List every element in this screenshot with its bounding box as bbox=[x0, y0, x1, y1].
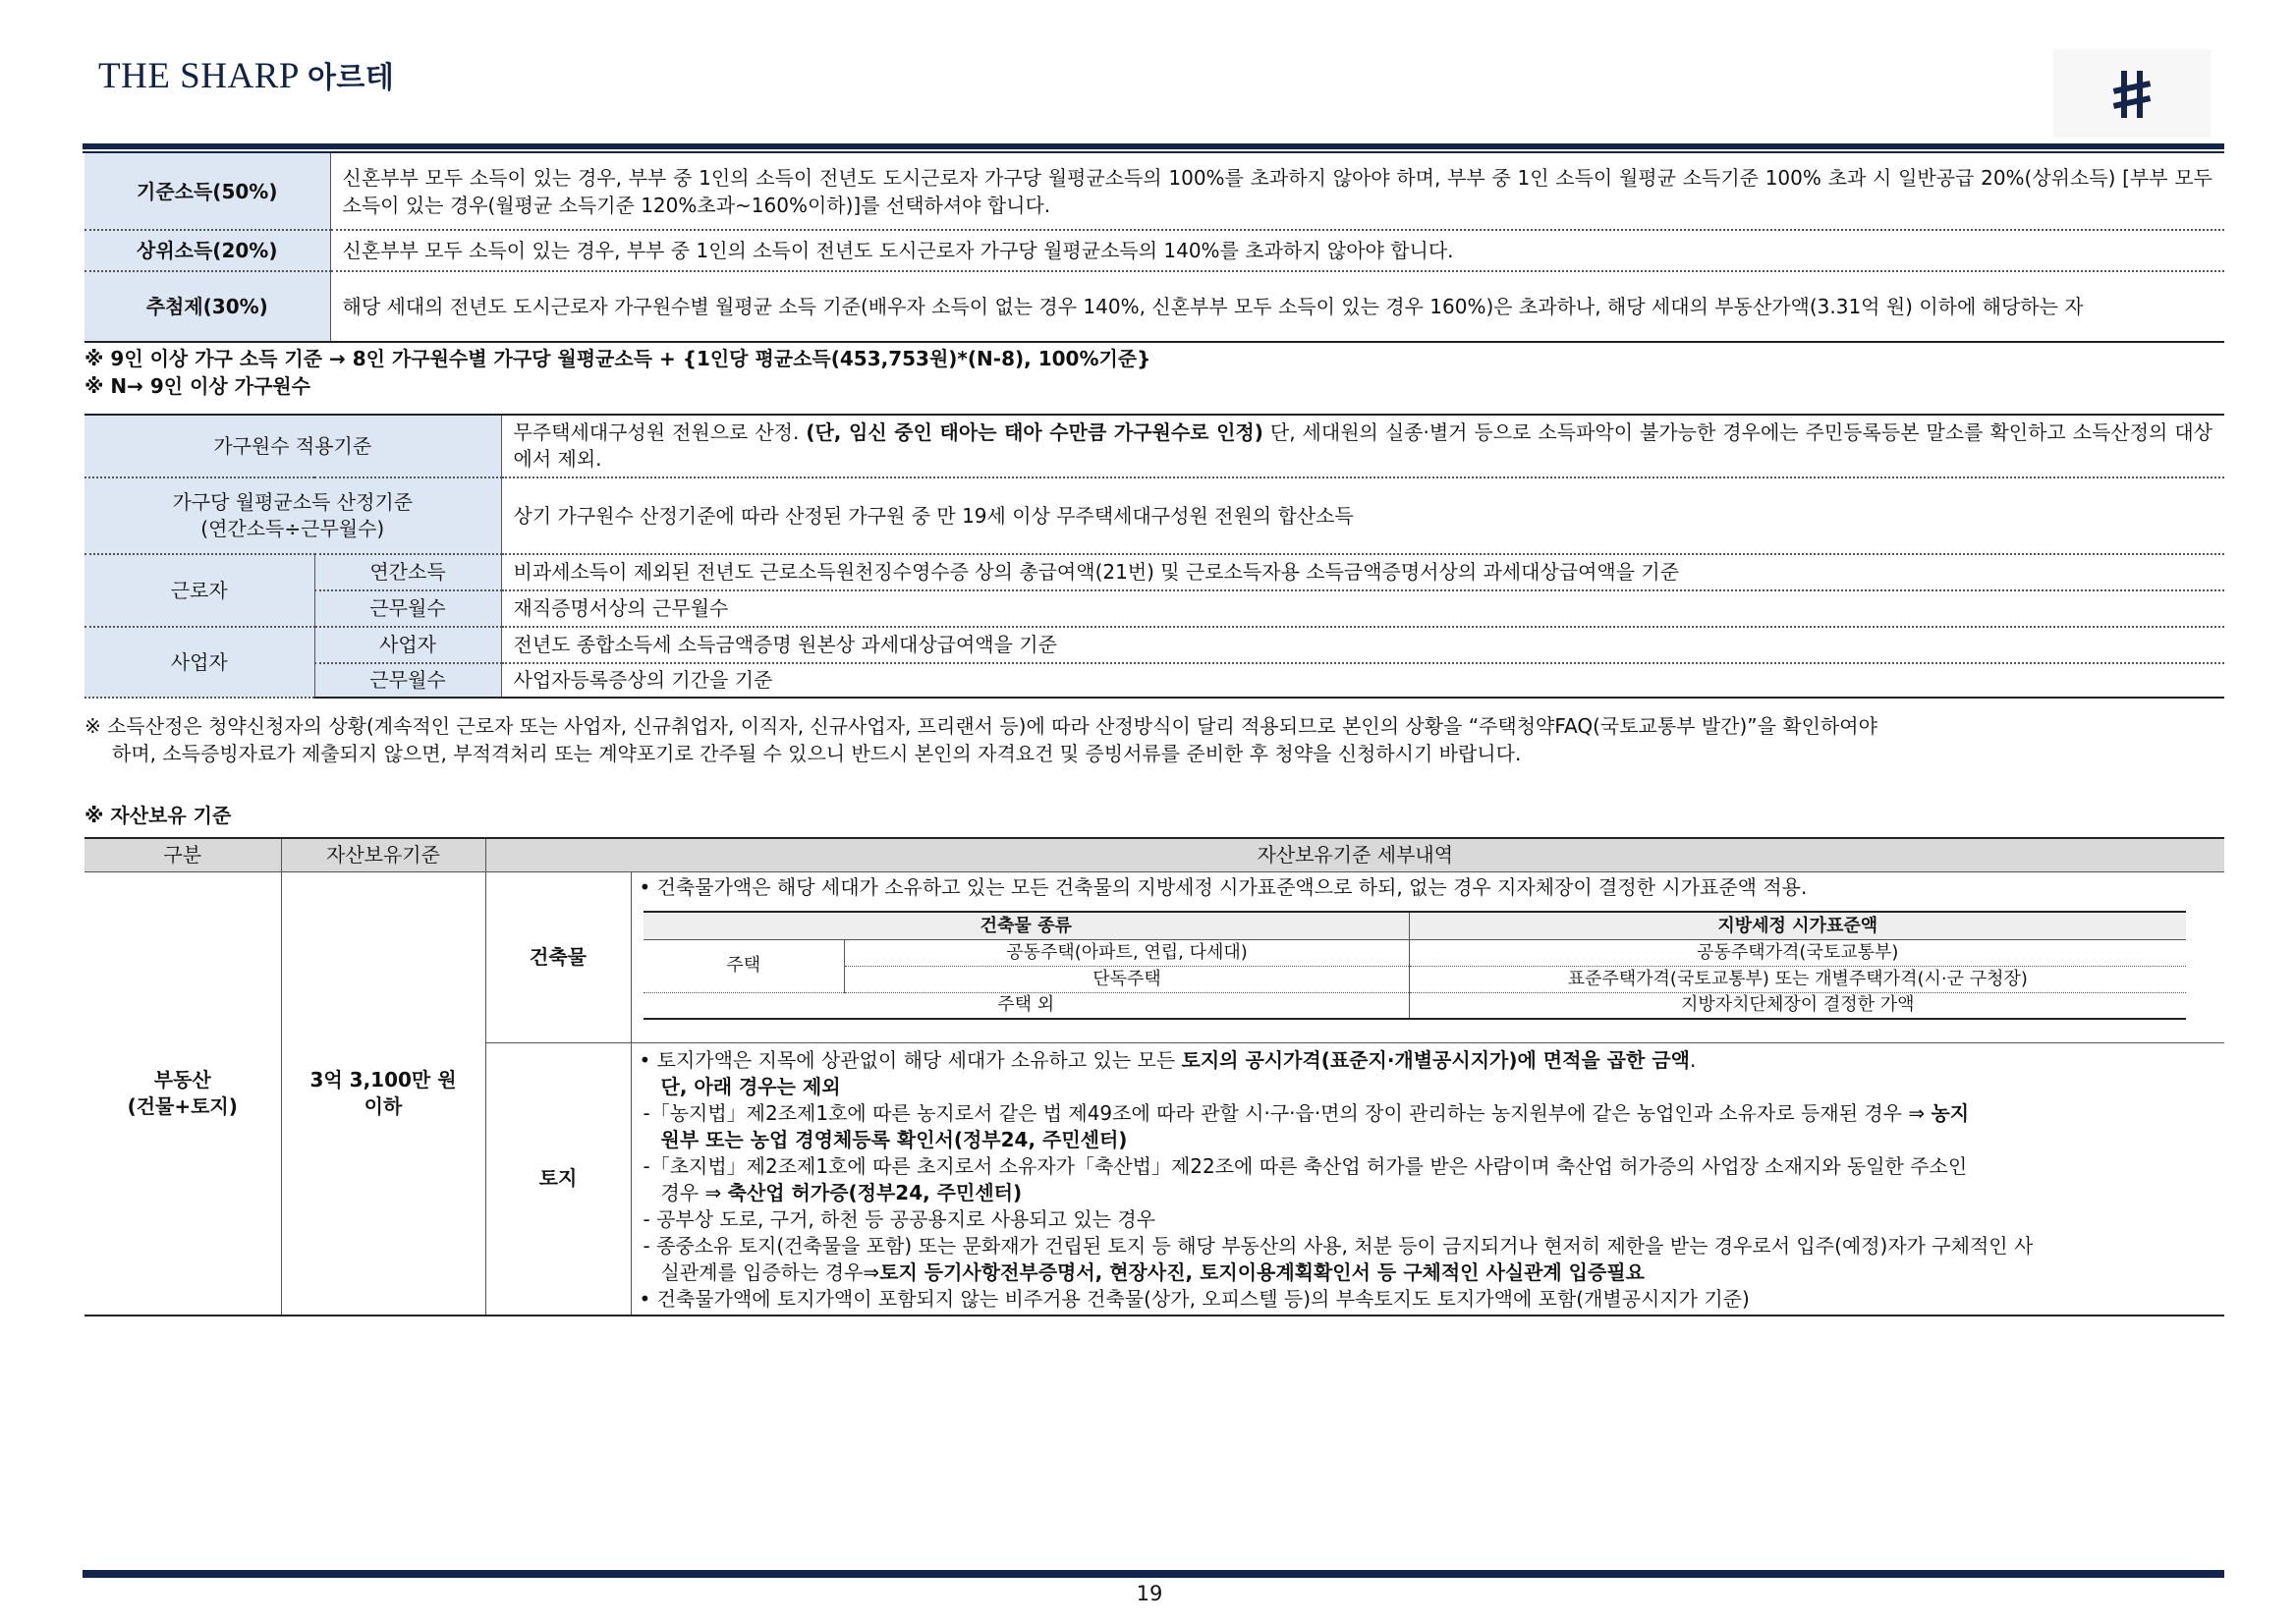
worker-label: 근로자 bbox=[84, 554, 314, 627]
table-row bbox=[644, 992, 2186, 1019]
table-row bbox=[84, 415, 2224, 477]
land-bullet-2: • 건축물가액에 토지가액이 포함되지 않는 비주거용 건축물(상가, 오피스텔 등)의 부속토지도 토지가액에 포함(개별공시지가 기준) bbox=[639, 1286, 1750, 1311]
tier-text: 신혼부부 모두 소득이 있는 경우, 부부 중 1인의 소득이 전년도 도시근로자 가구당 월평균소득의 100%를 초과하지 않아야 하며, 부부 중 1인 소득이 월평균 소득기준 100% 초과 시 일반공급 20%(상위소득) [부부 모두 소득이 있는 경우(월평균 소득기준 120%초과~160%이하)]를 선택하셔야 합니다. bbox=[330, 153, 2224, 230]
header-rule bbox=[83, 143, 2224, 149]
income-tier-table bbox=[84, 153, 2224, 343]
inner-type-cell: 주택 외 bbox=[644, 992, 1410, 1019]
land-bullet-1 bbox=[640, 1047, 2219, 1074]
business-owner-text: 전년도 종합소득세 소득금액증명 원본상 과세대상급여액을 기준 bbox=[501, 627, 2224, 663]
land-detail bbox=[631, 1042, 2224, 1316]
income-calculation-note bbox=[84, 712, 2226, 767]
table-row bbox=[84, 153, 2224, 230]
income-criteria-table bbox=[84, 414, 2224, 699]
sharp-hash-icon bbox=[2053, 49, 2211, 138]
household-count-text-b: 단, 세대원의 실종·별거 등으로 소득파악이 불가능한 경우에는 주민등록등본 말소를 확인하고 소득산정의 대상에서 제외. bbox=[513, 420, 2212, 471]
worker-sub-annual: 연간소득 bbox=[314, 554, 501, 590]
monthly-income-label-line2: (연간소득÷근무월수) bbox=[200, 517, 385, 540]
table-header-row bbox=[84, 838, 2224, 871]
inner-value-cell: 지방자치단체장이 결정한 가액 bbox=[1410, 992, 2186, 1019]
col-header-category: 구분 bbox=[84, 838, 281, 871]
building-type-table bbox=[644, 911, 2186, 1021]
land-exception-4: - 종중소유 토지(건축물을 포함) 또는 문화재가 건립된 토지 등 해당 부동산의 사용, 처분 등이 금지되거나 현저히 제한을 받는 경우로서 입주(예정)자가 구체적인 사 bbox=[643, 1233, 2034, 1258]
tier-label: 기준소득(50%) bbox=[84, 153, 330, 230]
asset-section-title: ※ 자산보유 기준 bbox=[84, 804, 232, 827]
inner-value-cell: 공동주택가격(국토교통부) bbox=[1410, 939, 2186, 966]
tier-label: 추첨제(30%) bbox=[84, 271, 330, 342]
table-row bbox=[84, 590, 2224, 627]
monthly-income-label bbox=[84, 477, 501, 554]
table-row bbox=[644, 966, 2186, 992]
household-count-text-a: 무주택세대구성원 전원으로 산정. bbox=[513, 420, 807, 444]
asset-category-line2: (건물+토지) bbox=[127, 1093, 238, 1118]
table-row bbox=[84, 871, 2224, 1042]
land-exception-3: - 공부상 도로, 구거, 하천 등 공공용지로 사용되고 있는 경우 bbox=[643, 1206, 1156, 1231]
footer-rule bbox=[83, 1570, 2224, 1578]
household-count-text-bold: (단, 임신 중인 태아는 태아 수만큼 가구원수로 인정) bbox=[806, 420, 1263, 444]
land-exception-1-text: -「농지법」제2조제1호에 따른 농지로서 같은 법 제49조에 따라 관할 시·구·읍·면의 장이 관리하는 농지원부에 같은 농업인과 소유자로 등재된 경우 ⇒ bbox=[643, 1100, 1932, 1125]
inner-value-cell: 표준주택가격(국토교통부) 또는 개별주택가격(시·군 구청장) bbox=[1410, 966, 2186, 992]
inner-type-cell: 공동주택(아파트, 연립, 다세대) bbox=[845, 939, 1410, 966]
asset-limit-line2: 이하 bbox=[364, 1093, 403, 1118]
land-exception-4-cont-bold: 토지 등기사항전부증명서, 현장사진, 토지이용계획확인서 등 구체적인 사실관계 입증필요 bbox=[879, 1260, 1645, 1284]
inner-type-cell: 단독주택 bbox=[845, 966, 1410, 992]
table-row bbox=[84, 554, 2224, 590]
land-exception-2-cont bbox=[640, 1180, 2219, 1206]
note-large-household: ※ 9인 이상 가구 소득 기준 → 8인 가구원수별 가구당 월평균소득 + {1인당 평균소득(453,753원)*(N-8), 100%기준} bbox=[84, 347, 1151, 370]
col-header-limit: 자산보유기준 bbox=[281, 838, 485, 871]
building-label: 건축물 bbox=[485, 871, 631, 1042]
table-row bbox=[84, 230, 2224, 271]
land-label: 토지 bbox=[485, 1042, 631, 1316]
logo-suffix: 아르테 bbox=[307, 61, 395, 95]
land-exception-1-bold: 농지 bbox=[1931, 1100, 1970, 1125]
land-exception-heading: 단, 아래 경우는 제외 bbox=[660, 1074, 841, 1098]
land-bullet-1-end: . bbox=[1689, 1047, 1697, 1072]
land-exception-2-cont-text: 경우 ⇒ bbox=[660, 1180, 728, 1204]
tier-text: 해당 세대의 전년도 도시근로자 가구원수별 월평균 소득 기준(배우자 소득이 없는 경우 140%, 신혼부부 모두 소득이 있는 경우 160%)은 초과하나, 해당 세대의 부동산가액(3.31억 원) 이하에 해당하는 자 bbox=[330, 271, 2224, 342]
inner-header-type: 건축물 종류 bbox=[644, 912, 1410, 940]
tier-text: 신혼부부 모두 소득이 있는 경우, 부부 중 1인의 소득이 전년도 도시근로자 가구당 월평균소득의 140%를 초과하지 않아야 합니다. bbox=[330, 230, 2224, 271]
inner-header-value: 지방세정 시가표준액 bbox=[1410, 912, 2186, 940]
note-n-definition: ※ N→ 9인 이상 가구원수 bbox=[84, 374, 310, 398]
building-bullet: • 건축물가액은 해당 세대가 소유하고 있는 모든 건축물의 지방세정 시가표준액으로 하되, 없는 경우 지자체장이 결정한 시가표준액 적용. bbox=[639, 874, 1808, 899]
asset-category bbox=[84, 871, 281, 1316]
building-detail bbox=[631, 871, 2224, 1042]
land-exception-2-cont-bold: 축산업 허가증(정부24, 주민센터) bbox=[727, 1180, 1023, 1204]
worker-months-text: 재직증명서상의 근무월수 bbox=[501, 590, 2224, 627]
land-exception-1-cont: 원부 또는 농업 경영체등록 확인서(정부24, 주민센터) bbox=[660, 1127, 1128, 1151]
worker-sub-months: 근무월수 bbox=[314, 590, 501, 627]
logo-text: THE SHARP bbox=[98, 56, 300, 96]
asset-limit-line1: 3억 3,100만 원 bbox=[309, 1067, 457, 1092]
monthly-income-text: 상기 가구원수 산정기준에 따라 산정된 가구원 중 만 19세 이상 무주택세대구성원 전원의 합산소득 bbox=[501, 477, 2224, 554]
asset-category-line1: 부동산 bbox=[153, 1067, 211, 1092]
land-exception-2: -「초지법」제2조제1호에 따른 초지로서 소유자가「축산법」제22조에 따른 축산업 허가를 받은 사람이며 축산업 허가증의 사업장 소재지와 동일한 주소인 bbox=[643, 1153, 1968, 1178]
land-bullet-1-text: • 토지가액은 지목에 상관없이 해당 세대가 소유하고 있는 모든 bbox=[639, 1047, 1182, 1072]
table-row bbox=[84, 271, 2224, 342]
table-row bbox=[84, 477, 2224, 554]
business-sub-months: 근무월수 bbox=[314, 663, 501, 698]
land-exception-4-cont-text: 실관계를 입증하는 경우⇒ bbox=[660, 1260, 880, 1284]
table-row bbox=[644, 939, 2186, 966]
business-sub-owner: 사업자 bbox=[314, 627, 501, 663]
asset-criteria-table bbox=[84, 837, 2224, 1316]
asset-limit bbox=[281, 871, 485, 1316]
land-exception-1 bbox=[640, 1100, 2219, 1127]
inner-housing-label: 주택 bbox=[644, 939, 845, 992]
worker-annual-text: 비과세소득이 제외된 전년도 근로소득원천징수영수증 상의 총급여액(21번) 및 근로소득자용 소득금액증명서상의 과세대상급여액을 기준 bbox=[501, 554, 2224, 590]
household-count-label: 가구원수 적용기준 bbox=[84, 415, 501, 477]
logo bbox=[98, 53, 394, 97]
business-label: 사업자 bbox=[84, 627, 314, 698]
table-row bbox=[84, 663, 2224, 698]
page-number: 19 bbox=[1136, 1582, 1163, 1605]
business-months-text: 사업자등록증상의 기간을 기준 bbox=[501, 663, 2224, 698]
table-row bbox=[84, 627, 2224, 663]
table-header-row bbox=[644, 912, 2186, 940]
land-bullet-1-bold: 토지의 공시가격(표준지·개별공시지가)에 면적을 곱한 금액 bbox=[1181, 1047, 1690, 1072]
land-exception-4-cont bbox=[640, 1260, 2219, 1286]
tier-label: 상위소득(20%) bbox=[84, 230, 330, 271]
income-note-line2: 하며, 소득증빙자료가 제출되지 않으면, 부적격처리 또는 계약포기로 간주될 수 있으니 반드시 본인의 자격요건 및 증빙서류를 준비한 후 청약을 신청하시기 바랍니다. bbox=[112, 742, 1522, 765]
income-note-line1: ※ 소득산정은 청약신청자의 상황(계속적인 근로자 또는 사업자, 신규취업자, 이직자, 신규사업자, 프리랜서 등)에 따라 산정방식이 달리 적용되므로 본인의 상황을 “주택청약FAQ(국토교통부 발간)”을 확인하여야 bbox=[84, 714, 1877, 738]
col-header-detail: 자산보유기준 세부내역 bbox=[485, 838, 2224, 871]
monthly-income-label-line1: 가구당 월평균소득 산정기준 bbox=[172, 490, 414, 514]
household-count-text bbox=[501, 415, 2224, 477]
